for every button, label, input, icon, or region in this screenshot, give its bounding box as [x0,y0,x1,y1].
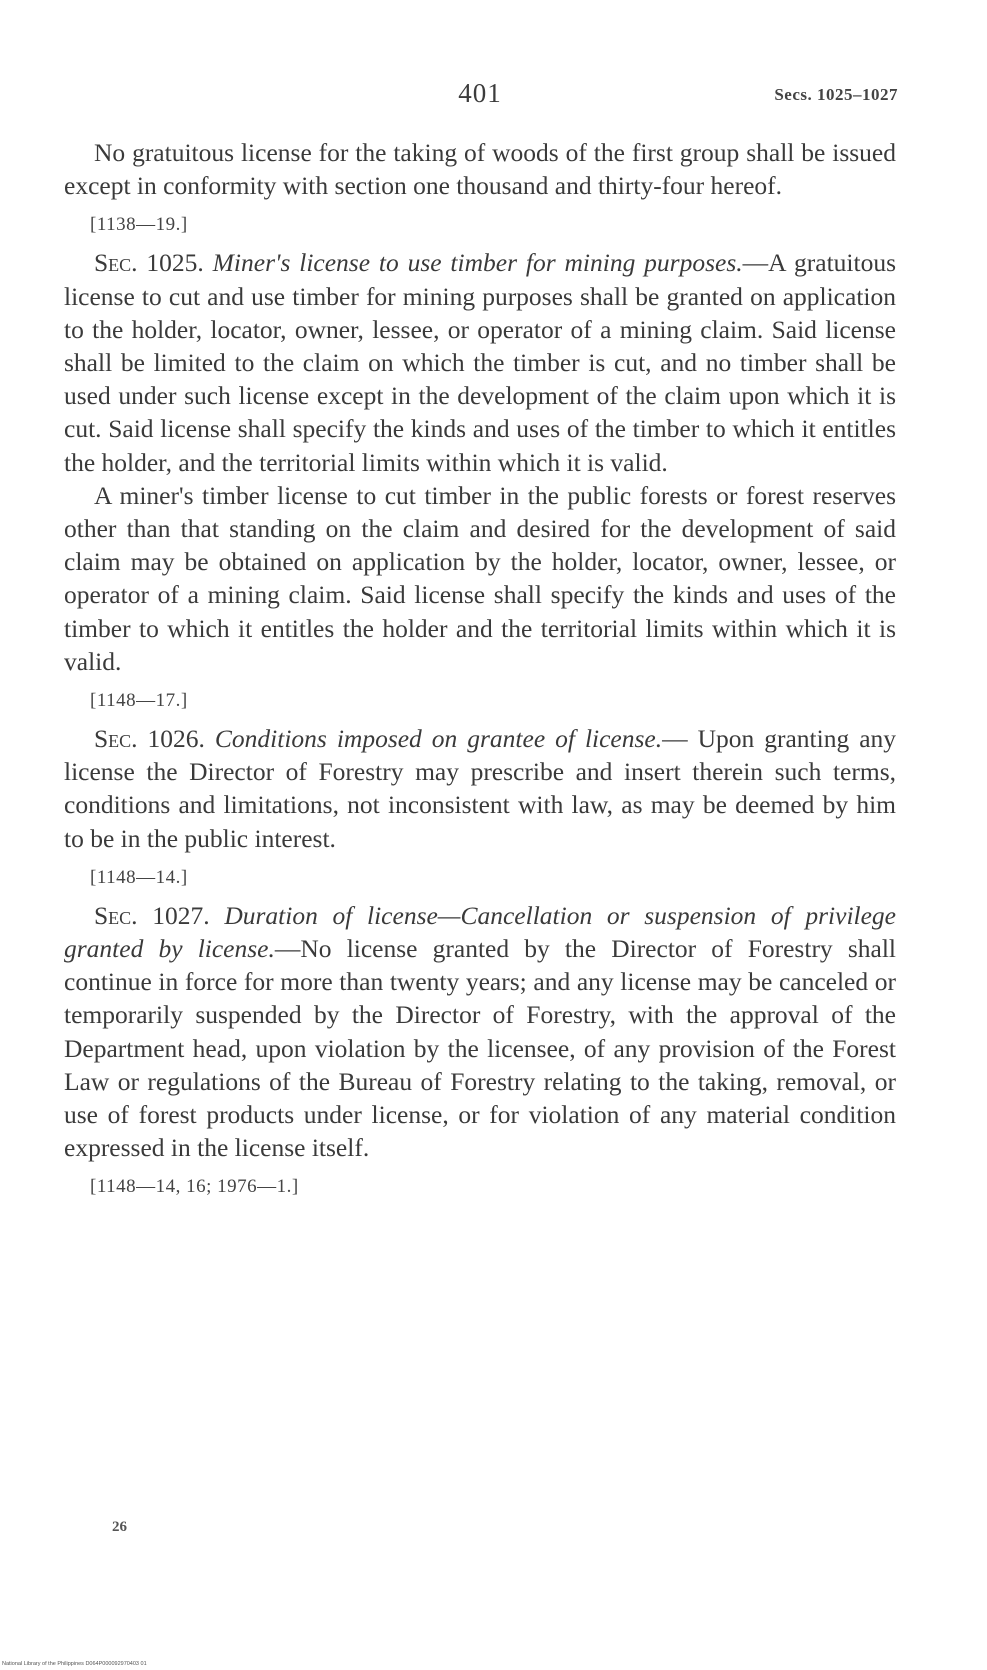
section-1027 [64,899,896,1165]
section-title: Duration of license—Cancellation or suspension of privilege granted by license. [64,900,897,964]
section-text: — Upon granting any license the Director of Forestry may prescribe and insert therein such terms, conditions and limitations, not inconsistent with law, as may be deemed by him to be in the public interest. [64,724,897,853]
section-title: Miner's license to use timber for mining purposes. [212,248,743,278]
section-label: Sec. 1026. [94,724,205,754]
section-label: Sec. 1027. [94,900,210,930]
paragraph-text: A miner's timber license to cut timber in the public forests or forest reserves other than that standing on the claim and desired for the development of said claim may be obtained on application by the holder, locator, owner, lessee, or operator of a mining claim. Said license shall specify the kinds and uses of the timber to which it entitles the holder and the territorial limits within which it is valid. [64,480,896,676]
library-stamp: National Library of the Philippines D064P000092970403 01 [2,1661,147,1667]
citation: [1138—19.] [90,214,188,236]
section-title: Conditions imposed on grantee of license. [214,724,663,754]
section-text: —A gratuitous license to cut and use timber for mining purposes shall be granted on application to the holder, locator, owner, lessee, or operator of a mining claim. Said license shall be limited to the claim on which the timber is cut, and no timber shall be used under such license except in the development of the claim upon which it is cut. Said license shall specify the kinds and uses of the timber to which it entitles the holder, and the territorial limits within which it is valid. [64,248,897,477]
paragraph-text: No gratuitous license for the taking of woods of the first group shall be issued except in conformity with section one thousand and thirty-four hereof. [64,138,896,201]
section-label: Sec. 1025. [94,248,204,278]
paragraph-gratuitous-license [64,136,896,202]
citation: [1148—14.] [90,866,188,888]
section-1026 [64,722,896,855]
page-number: 401 [458,78,502,108]
section-1025 [64,246,896,478]
page-header [62,78,898,114]
signature-mark: 26 [112,1519,127,1535]
paragraph-miners-timber-license [64,479,896,678]
section-text: —No license granted by the Director of Forestry shall continue in force for more than twenty years; and any license may be canceled or temporarily suspended by the Director of Forestry, with the approval of the Department head, upon violation by the licensee, of any provision of the Forest Law or regulations of the Bureau of Forestry relating to the taking, removal, or use of forest products under license, or for violation of any material condition expressed in the license itself. [64,934,896,1163]
body-text [64,136,896,1208]
running-head: Secs. 1025–1027 [774,85,898,104]
citation: [1148—14, 16; 1976—1.] [90,1176,299,1198]
citation: [1148—17.] [90,690,188,712]
